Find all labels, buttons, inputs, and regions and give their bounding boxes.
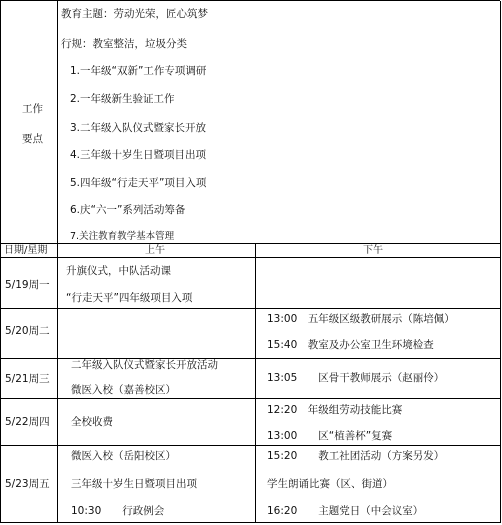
am-item: 二年级入队仪式暨家长开放活动 <box>71 359 218 371</box>
row-divider <box>1 522 500 523</box>
am-item: “行走天平”四年级项目入项 <box>66 292 193 304</box>
header-pm: 下午 <box>363 245 383 256</box>
pm-item: 15:40 教室及办公室卫生环境检查 <box>267 339 434 351</box>
row-divider <box>1 398 500 399</box>
row-divider <box>1 445 500 446</box>
key-point-item: 4.三年级十岁生日暨项目出项 <box>70 149 207 161</box>
col-divider <box>57 1 58 523</box>
am-item: 10:30 行政例会 <box>71 505 165 517</box>
col-divider <box>500 1 501 523</box>
key-point-item: 3.二年级入队仪式暨家长开放 <box>70 122 207 134</box>
pm-item: 15:20 教工社团活动（方案另发） <box>267 450 445 462</box>
day-date: 5/19周一 <box>5 279 50 291</box>
pm-item: 16:20 主题党日（中会议室） <box>267 505 424 517</box>
am-item: 全校收费 <box>71 416 113 428</box>
work-label: 工作 <box>22 103 43 115</box>
am-item: 微医入校（嘉善校区） <box>71 384 176 396</box>
row-divider <box>1 257 500 258</box>
key-point-item: 6.庆“六一”系列活动筹备 <box>70 204 186 216</box>
am-item: 微医入校（岳阳校区） <box>71 450 176 462</box>
pm-item: 13:05 区骨干教师展示（赵丽伶） <box>267 372 445 384</box>
pm-item: 13:00 五年级区级教研展示（陈培佩） <box>267 313 455 325</box>
pm-item: 13:00 区“植善杯”复赛 <box>267 430 393 442</box>
header-am: 上午 <box>145 245 165 256</box>
key-point-item: 2.一年级新生验证工作 <box>70 93 175 105</box>
pm-item: 学生朗诵比赛（区、街道） <box>267 478 393 490</box>
row-divider <box>1 308 500 309</box>
col-divider <box>255 243 256 523</box>
education-theme: 教育主题：劳动光荣，匠心筑梦 <box>61 8 208 20</box>
am-item: 升旗仪式，中队活动课 <box>66 265 171 277</box>
header-date: 日期/星期 <box>4 245 48 256</box>
pm-item: 12:20 年级组劳动技能比赛 <box>267 404 403 416</box>
key-point-item: 7.关注教育教学基本管理 <box>70 231 175 242</box>
day-date: 5/21周三 <box>5 373 50 385</box>
day-date: 5/20周二 <box>5 325 50 337</box>
am-item: 三年级十岁生日暨项目出项 <box>71 478 197 490</box>
row-divider <box>1 243 500 244</box>
work-label: 要点 <box>22 133 43 145</box>
behavior-norm: 行规：教室整洁，垃圾分类 <box>61 38 187 50</box>
day-date: 5/23周五 <box>5 478 50 490</box>
key-point-item: 5.四年级“行走天平”项目入项 <box>70 177 207 189</box>
day-date: 5/22周四 <box>5 416 50 428</box>
key-point-item: 1.一年级“双新”工作专项调研 <box>70 65 207 77</box>
